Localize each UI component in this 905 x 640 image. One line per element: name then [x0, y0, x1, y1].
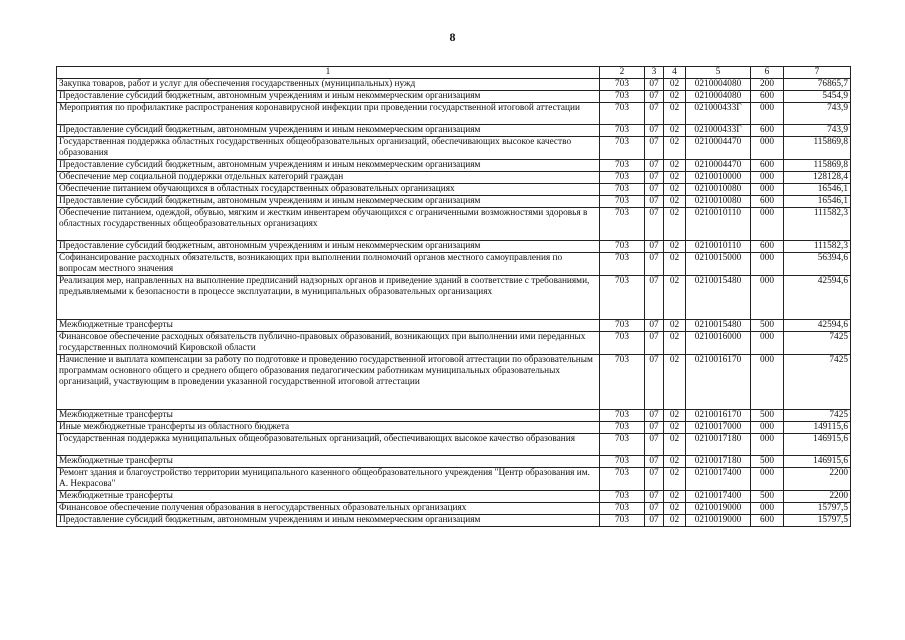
row-code-5: 0210019000 [686, 515, 751, 527]
row-code-3: 07 [645, 253, 664, 276]
row-name: Финансовое обеспечение получения образования в негосударственных образовательных организациях [57, 503, 600, 515]
table-row [57, 503, 851, 515]
row-code-3: 07 [645, 137, 664, 160]
row-code-6: 500 [751, 320, 784, 332]
table-row [57, 208, 851, 241]
row-code-3: 07 [645, 172, 664, 184]
row-amount: 743,9 [784, 125, 851, 137]
table-row [57, 253, 851, 276]
table-row [57, 434, 851, 456]
row-code-5: 0210017000 [686, 422, 751, 434]
row-code-5: 0210015480 [686, 320, 751, 332]
row-code-6: 500 [751, 491, 784, 503]
row-code-3: 07 [645, 208, 664, 241]
table-row [57, 160, 851, 172]
table-row [57, 355, 851, 410]
row-amount: 16546,1 [784, 196, 851, 208]
column-header: 7 [784, 67, 851, 79]
row-code-5: 0210004080 [686, 79, 751, 91]
row-name: Предоставление субсидий бюджетным, автономным учреждениям и иным некоммерческим организациям [57, 125, 600, 137]
row-code-3: 07 [645, 503, 664, 515]
row-code-2: 703 [600, 468, 645, 491]
row-name: Обеспечение мер социальной поддержки отдельных категорий граждан [57, 172, 600, 184]
row-amount: 42594,6 [784, 276, 851, 320]
row-name: Начисление и выплата компенсации за работу по подготовке и проведению государственной итоговой аттестации по образовательным программам основного общего и среднего общего образования педагогическим работникам муниципальных образовательных организаций, участвующим в проведении указанной государственной итоговой аттестации [57, 355, 600, 410]
row-code-6: 000 [751, 503, 784, 515]
table-row [57, 515, 851, 527]
row-name: Предоставление субсидий бюджетным, автономным учреждениям и иным некоммерческим организациям [57, 515, 600, 527]
row-code-4: 02 [664, 276, 686, 320]
row-code-6: 600 [751, 91, 784, 103]
row-code-2: 703 [600, 515, 645, 527]
row-code-4: 02 [664, 410, 686, 422]
row-code-2: 703 [600, 253, 645, 276]
row-code-6: 000 [751, 468, 784, 491]
table-row [57, 276, 851, 320]
row-code-6: 600 [751, 241, 784, 253]
table-row [57, 241, 851, 253]
table-row [57, 332, 851, 355]
row-code-4: 02 [664, 137, 686, 160]
row-name: Ремонт здания и благоустройство территории муниципального казенного общеобразовательного учреждения "Центр образования им. А. Некрасова" [57, 468, 600, 491]
column-header: 3 [645, 67, 664, 79]
row-name: Предоставление субсидий бюджетным, автономным учреждениям и иным некоммерческим организациям [57, 160, 600, 172]
row-code-4: 02 [664, 196, 686, 208]
row-code-2: 703 [600, 103, 645, 125]
row-code-2: 703 [600, 332, 645, 355]
row-amount: 16546,1 [784, 184, 851, 196]
row-code-3: 07 [645, 103, 664, 125]
row-code-4: 02 [664, 253, 686, 276]
row-amount: 149115,6 [784, 422, 851, 434]
row-amount: 111582,3 [784, 208, 851, 241]
table-row [57, 91, 851, 103]
row-amount: 5454,9 [784, 91, 851, 103]
row-code-4: 02 [664, 332, 686, 355]
table-row [57, 184, 851, 196]
column-header: 4 [664, 67, 686, 79]
row-code-2: 703 [600, 172, 645, 184]
row-code-6: 000 [751, 355, 784, 410]
row-code-6: 000 [751, 172, 784, 184]
row-code-2: 703 [600, 137, 645, 160]
row-code-4: 02 [664, 491, 686, 503]
row-name: Государственная поддержка областных государственных общеобразовательных организаций, обеспечивающих высокое качество образования [57, 137, 600, 160]
row-amount: 115869,8 [784, 160, 851, 172]
budget-table [56, 66, 851, 527]
header-row [57, 67, 851, 79]
row-code-2: 703 [600, 355, 645, 410]
row-code-6: 200 [751, 79, 784, 91]
row-name: Обеспечение питанием обучающихся в областных государственных образовательных организациях [57, 184, 600, 196]
table-row [57, 137, 851, 160]
table-row [57, 491, 851, 503]
row-code-2: 703 [600, 125, 645, 137]
row-code-2: 703 [600, 491, 645, 503]
row-code-3: 07 [645, 241, 664, 253]
row-amount: 56394,6 [784, 253, 851, 276]
row-code-2: 703 [600, 91, 645, 103]
table-row [57, 320, 851, 332]
row-code-3: 07 [645, 276, 664, 320]
row-code-2: 703 [600, 422, 645, 434]
row-amount: 7425 [784, 332, 851, 355]
row-code-2: 703 [600, 184, 645, 196]
row-code-6: 500 [751, 410, 784, 422]
row-amount: 2200 [784, 468, 851, 491]
row-name: Обеспечение питанием, одеждой, обувью, мягким и жестким инвентарем обучающихся с ограниченными возможностями здоровья в областных государственных общеобразовательных организациях [57, 208, 600, 241]
row-code-4: 02 [664, 515, 686, 527]
row-amount: 15797,5 [784, 515, 851, 527]
row-code-3: 07 [645, 79, 664, 91]
row-name: Межбюджетные трансферты [57, 491, 600, 503]
row-code-2: 703 [600, 503, 645, 515]
row-amount: 115869,8 [784, 137, 851, 160]
row-code-5: 0210004470 [686, 160, 751, 172]
row-code-5: 0210017400 [686, 491, 751, 503]
row-code-4: 02 [664, 355, 686, 410]
row-code-5: 0210004470 [686, 137, 751, 160]
row-code-5: 0210010000 [686, 172, 751, 184]
table-row [57, 172, 851, 184]
row-code-6: 000 [751, 276, 784, 320]
row-code-3: 07 [645, 91, 664, 103]
row-code-5: 0210019000 [686, 503, 751, 515]
row-code-3: 07 [645, 184, 664, 196]
row-name: Мероприятия по профилактике распространения коронавирусной инфекции при проведении государственной итоговой аттестации [57, 103, 600, 125]
row-code-2: 703 [600, 410, 645, 422]
row-code-6: 000 [751, 253, 784, 276]
row-name: Государственная поддержка муниципальных общеобразовательных организаций, обеспечивающих высокое качество образования [57, 434, 600, 456]
row-code-3: 07 [645, 515, 664, 527]
row-code-4: 02 [664, 172, 686, 184]
row-amount: 743,9 [784, 103, 851, 125]
row-name: Предоставление субсидий бюджетным, автономным учреждениям и иным некоммерческим организациям [57, 241, 600, 253]
row-amount: 128128,4 [784, 172, 851, 184]
row-code-2: 703 [600, 241, 645, 253]
row-code-3: 07 [645, 491, 664, 503]
row-name: Предоставление субсидий бюджетным, автономным учреждениям и иным некоммерческим организациям [57, 91, 600, 103]
row-amount: 76865,7 [784, 79, 851, 91]
row-code-3: 07 [645, 422, 664, 434]
row-code-3: 07 [645, 320, 664, 332]
row-code-4: 02 [664, 160, 686, 172]
row-name: Межбюджетные трансферты [57, 456, 600, 468]
row-code-5: 0210017400 [686, 468, 751, 491]
row-code-2: 703 [600, 434, 645, 456]
row-amount: 146915,6 [784, 456, 851, 468]
row-code-4: 02 [664, 184, 686, 196]
row-code-6: 500 [751, 456, 784, 468]
row-code-5: 0210010110 [686, 241, 751, 253]
row-code-5: 0210004080 [686, 91, 751, 103]
row-amount: 2200 [784, 491, 851, 503]
row-amount: 146915,6 [784, 434, 851, 456]
row-code-5: 0210015480 [686, 276, 751, 320]
row-name: Межбюджетные трансферты [57, 410, 600, 422]
row-code-6: 600 [751, 196, 784, 208]
row-amount: 42594,6 [784, 320, 851, 332]
row-code-2: 703 [600, 320, 645, 332]
row-code-4: 02 [664, 468, 686, 491]
row-code-3: 07 [645, 160, 664, 172]
row-code-5: 0210017180 [686, 434, 751, 456]
row-code-4: 02 [664, 91, 686, 103]
row-name: Финансовое обеспечение расходных обязательств публично-правовых образований, возникающих при выполнении ими переданных государственных полномочий Кировской области [57, 332, 600, 355]
row-code-5: 0210016170 [686, 410, 751, 422]
row-code-3: 07 [645, 196, 664, 208]
table-row [57, 456, 851, 468]
column-header: 5 [686, 67, 751, 79]
row-amount: 111582,3 [784, 241, 851, 253]
row-code-6: 000 [751, 434, 784, 456]
row-code-2: 703 [600, 208, 645, 241]
row-code-2: 703 [600, 160, 645, 172]
row-code-5: 0210010080 [686, 196, 751, 208]
row-code-4: 02 [664, 125, 686, 137]
row-code-6: 000 [751, 208, 784, 241]
row-amount: 7425 [784, 355, 851, 410]
table-row [57, 410, 851, 422]
row-code-5: 0210016170 [686, 355, 751, 410]
row-name: Иные межбюджетные трансферты из областного бюджета [57, 422, 600, 434]
table-row [57, 468, 851, 491]
row-code-5: 021000433Г [686, 125, 751, 137]
row-code-3: 07 [645, 456, 664, 468]
row-code-4: 02 [664, 456, 686, 468]
table-row [57, 196, 851, 208]
row-code-6: 000 [751, 422, 784, 434]
row-name: Софинансирование расходных обязательств, возникающих при выполнении полномочий органов местного самоуправления по вопросам местного значения [57, 253, 600, 276]
row-code-6: 000 [751, 332, 784, 355]
row-code-3: 07 [645, 355, 664, 410]
row-name: Предоставление субсидий бюджетным, автономным учреждениям и иным некоммерческим организациям [57, 196, 600, 208]
row-code-3: 07 [645, 410, 664, 422]
column-header: 6 [751, 67, 784, 79]
row-code-5: 021000433Г [686, 103, 751, 125]
table-row [57, 79, 851, 91]
row-code-6: 600 [751, 160, 784, 172]
row-code-4: 02 [664, 422, 686, 434]
row-code-6: 600 [751, 125, 784, 137]
row-code-4: 02 [664, 320, 686, 332]
row-code-6: 600 [751, 515, 784, 527]
table-row [57, 103, 851, 125]
column-header: 2 [600, 67, 645, 79]
table-row [57, 125, 851, 137]
row-name: Реализация мер, направленных на выполнение предписаний надзорных органов и приведение зданий в соответствие с требованиями, предъявляемыми к безопасности в процессе эксплуатации, в муниципальных образовательных организациях [57, 276, 600, 320]
column-header: 1 [57, 67, 600, 79]
row-code-5: 0210016000 [686, 332, 751, 355]
row-code-3: 07 [645, 434, 664, 456]
row-code-4: 02 [664, 241, 686, 253]
row-code-5: 0210010080 [686, 184, 751, 196]
row-name: Закупка товаров, работ и услуг для обеспечения государственных (муниципальных) нужд [57, 79, 600, 91]
row-code-4: 02 [664, 434, 686, 456]
row-code-3: 07 [645, 332, 664, 355]
row-code-4: 02 [664, 503, 686, 515]
row-code-2: 703 [600, 79, 645, 91]
page-number: 8 [449, 30, 456, 44]
row-code-4: 02 [664, 103, 686, 125]
row-name: Межбюджетные трансферты [57, 320, 600, 332]
row-code-4: 02 [664, 208, 686, 241]
row-code-6: 000 [751, 184, 784, 196]
row-code-3: 07 [645, 125, 664, 137]
row-code-2: 703 [600, 456, 645, 468]
row-code-3: 07 [645, 468, 664, 491]
row-code-6: 000 [751, 137, 784, 160]
row-code-4: 02 [664, 79, 686, 91]
row-code-5: 0210010110 [686, 208, 751, 241]
table-row [57, 422, 851, 434]
row-amount: 7425 [784, 410, 851, 422]
row-code-2: 703 [600, 196, 645, 208]
row-code-2: 703 [600, 276, 645, 320]
row-amount: 15797,5 [784, 503, 851, 515]
row-code-5: 0210015000 [686, 253, 751, 276]
row-code-5: 0210017180 [686, 456, 751, 468]
row-code-6: 000 [751, 103, 784, 125]
